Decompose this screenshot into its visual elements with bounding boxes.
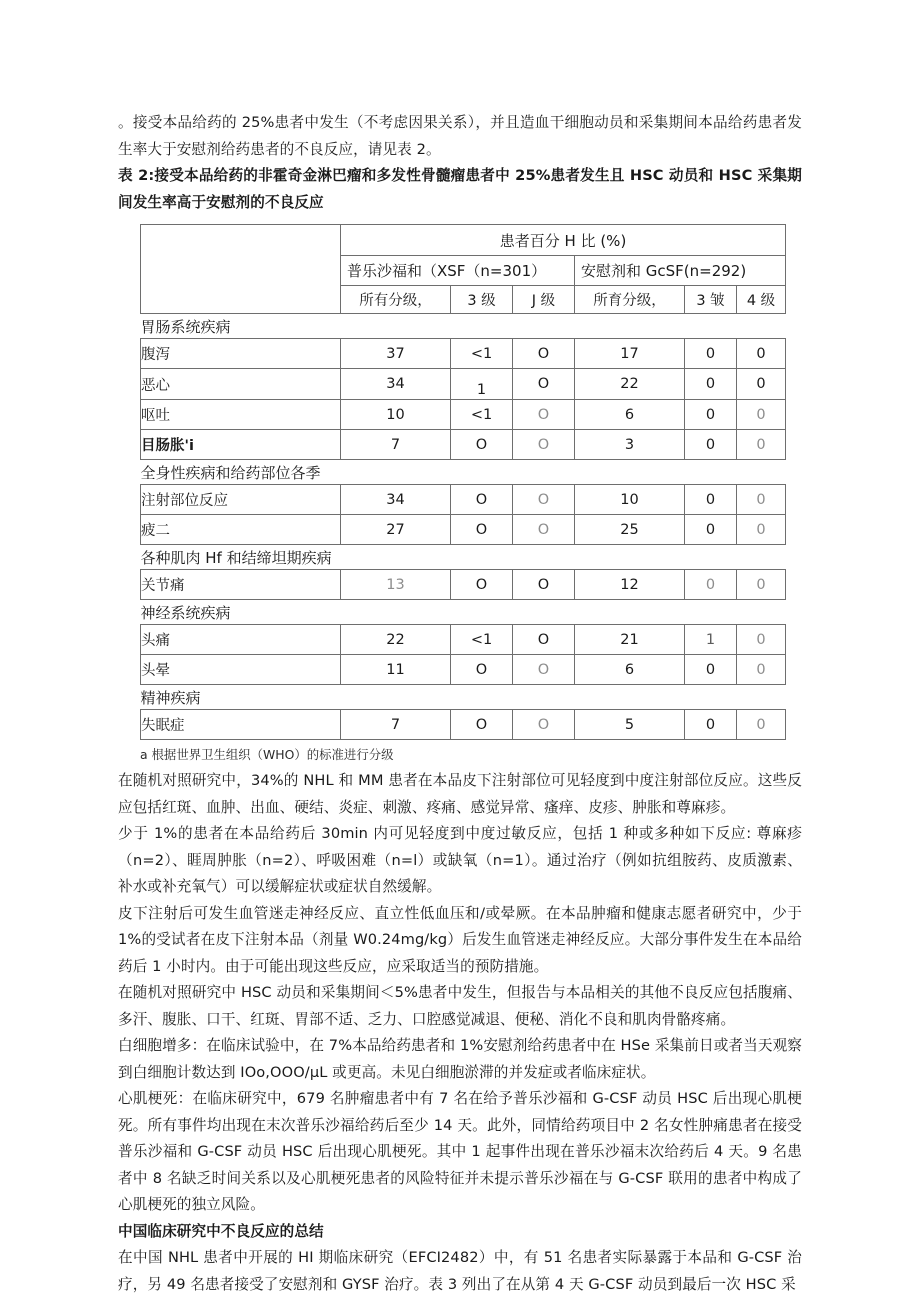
table-category-label: 各种肌肉 Hf 和结缔坦期疾病 xyxy=(140,548,332,567)
table-cell-value: 1 xyxy=(451,369,513,400)
table-cell-value: O xyxy=(513,430,575,460)
table-column-header-3: J 级 xyxy=(513,286,575,314)
table-cell-value: 27 xyxy=(341,515,451,545)
table-cell-value: 0 xyxy=(685,515,737,545)
table-column-header-1: 所有分级， xyxy=(341,286,451,314)
table-group-header-1: 普乐沙福和（XSF（n=301） xyxy=(341,256,575,286)
table-cell-value: 0 xyxy=(737,400,786,430)
table-cell-value: 0 xyxy=(737,710,786,740)
table-cell-value: 0 xyxy=(685,369,737,400)
table-row-term: 注射部位反应 xyxy=(141,485,341,515)
table-cell-value: O xyxy=(451,515,513,545)
table-row xyxy=(141,339,786,369)
table-category-row xyxy=(141,460,786,485)
table-cell-value: O xyxy=(513,625,575,655)
table-cell-value: 10 xyxy=(575,485,685,515)
table-row xyxy=(141,515,786,545)
table-cell-value: 1 xyxy=(685,625,737,655)
table-cell-value: 0 xyxy=(737,515,786,545)
table-corner-blank xyxy=(141,225,341,314)
body-paragraph-p6: 心肌梗死：在临床研究中，679 名肿瘤患者中有 7 名在给予普乐沙福和 G-CSF 动员 HSC 后出现心肌梗死。所有事件均出现在末次普乐沙福给药后至少 14 天。此外，同情给药项目中 2 名女性肿痛患者在接受普乐沙福和 G-CSF 动员 HSC 后出现心肌梗死。其中 1 起事件出现在普乐沙福末次给药后 4 天。9 名患者中 8 名缺乏时间关系以及心肌梗死患者的风险特征并未提示普乐沙福在与 G-CSF 联用的患者中构成了心肌梗死的独立风险。 xyxy=(118,1090,802,1213)
table-footnote: a 根据世界卫生组织（WHO）的标准进行分级 xyxy=(140,747,394,762)
table-cell-value: 0 xyxy=(737,485,786,515)
table-row-term: 失眠症 xyxy=(141,710,341,740)
table-cell-value: 6 xyxy=(575,655,685,685)
table-row-term: 疲二 xyxy=(141,515,341,545)
body-paragraph-p4: 在随机对照研究中 HSC 动员和采集期间＜5%患者中发生，但报告与本品相关的其他不良反应包括腹痛、多汗、腹胀、口干、红斑、胃部不适、乏力、口腔感觉减退、便秘、消化不良和肌肉骨骼疼痛。 xyxy=(118,984,802,1028)
body-paragraph-p8: 在中国 NHL 患者中开展的 HI 期临床研究（EFCI2482）中，有 51 名患者实际暴露于本品和 G-CSF 治疗，另 49 名患者接受了安慰剂和 GYSF 治疗。表 3 列出了在从第 4 天 G-CSF 动员到最后一次 HSC 采 xyxy=(118,1249,802,1293)
table-cell-value: 0 xyxy=(685,339,737,369)
table-header-row-percent xyxy=(141,225,786,256)
table-cell-value: 25 xyxy=(575,515,685,545)
table-cell-value: 0 xyxy=(685,570,737,600)
table-column-header-5: 3 皱 xyxy=(685,286,737,314)
table-cell-value: O xyxy=(513,339,575,369)
table-row-term: 腹泻 xyxy=(141,339,341,369)
table-category-row xyxy=(141,314,786,339)
adverse-reactions-table-wrap xyxy=(140,224,785,740)
table-cell-value: O xyxy=(513,710,575,740)
table-cell-value: <1 xyxy=(451,339,513,369)
body-paragraphs xyxy=(118,768,802,1298)
table-cell-value: <1 xyxy=(451,400,513,430)
table-cell-value: 13 xyxy=(341,570,451,600)
table-cell-value: 0 xyxy=(737,655,786,685)
table-cell-value: 34 xyxy=(341,369,451,400)
table-cell-value: 0 xyxy=(737,430,786,460)
table-column-header-4: 所育分级， xyxy=(575,286,685,314)
table-cell-value: 12 xyxy=(575,570,685,600)
table-cell-value: 22 xyxy=(341,625,451,655)
table-cell-value: 22 xyxy=(575,369,685,400)
table-group-header-2: 安慰剂和 GcSF(n=292) xyxy=(575,256,786,286)
table-cell-value: 0 xyxy=(737,570,786,600)
table-cell-value: 10 xyxy=(341,400,451,430)
table-cell-value: 0 xyxy=(737,625,786,655)
table-header-percent-of-patients: 患者百分 H 比 (%) xyxy=(341,225,786,256)
document-content xyxy=(118,110,802,1298)
intro-paragraph: 。接受本品给药的 25%患者中发生（不考虑因果关系），并且造血干细胞动员和采集期间本品给药患者发生率大于安慰剂给药患者的不良反应，请见表 2。 xyxy=(118,114,802,158)
table-row-term: 目肠胀'i xyxy=(141,430,341,460)
table-row xyxy=(141,625,786,655)
table-cell-value: O xyxy=(513,369,575,400)
body-paragraph-p1: 在随机对照研究中，34%的 NHL 和 MM 患者在本品皮下注射部位可见轻度到中度注射部位反应。这些反应包括红斑、血肿、出血、硬结、炎症、刺激、疼痛、感觉异常、瘙痒、皮疹、肿胀和尊麻疹。 xyxy=(118,772,802,816)
table-category-label: 精神疾病 xyxy=(140,688,201,707)
table-cell-value: O xyxy=(513,570,575,600)
table-category-label: 全身性疾病和给药部位各季 xyxy=(140,463,321,482)
table-category-label: 胃肠系统疾病 xyxy=(140,317,231,336)
table-cell-value: O xyxy=(513,400,575,430)
table-cell-value: 0 xyxy=(737,339,786,369)
table-cell-value: 0 xyxy=(685,485,737,515)
table-row xyxy=(141,369,786,400)
table-cell-value: 37 xyxy=(341,339,451,369)
adverse-reactions-table xyxy=(140,224,786,740)
table-row xyxy=(141,485,786,515)
table-row-term: 呕吐 xyxy=(141,400,341,430)
table-row xyxy=(141,570,786,600)
table-cell-value: 21 xyxy=(575,625,685,655)
table-row xyxy=(141,655,786,685)
table-column-header-6: 4 级 xyxy=(737,286,786,314)
table-row-term: 头晕 xyxy=(141,655,341,685)
table-cell-value: 0 xyxy=(685,400,737,430)
table-row-term: 恶心 xyxy=(141,369,341,400)
table-cell-value: 11 xyxy=(341,655,451,685)
table-cell-value: 7 xyxy=(341,430,451,460)
table-row-term: 头痛 xyxy=(141,625,341,655)
table-category-row xyxy=(141,545,786,570)
table-cell-value: 6 xyxy=(575,400,685,430)
table-row xyxy=(141,400,786,430)
body-paragraph-p2: 少于 1%的患者在本品给药后 30min 内可见轻度到中度过敏反应，包括 1 种或多种如下反应: 尊麻疹（n=2）、睚周肿胀（n=2）、呼吸困难（n=l）或缺氧（n=1）。通过治疗（例如抗组胺药、皮质激素、补水或补充氧气）可以缓解症状或症状自然缓解。 xyxy=(118,825,802,895)
table-cell-value: 34 xyxy=(341,485,451,515)
table-cell-value: <1 xyxy=(451,625,513,655)
body-paragraph-p3: 皮下注射后可发生血管迷走神经反应、直立性低血压和/或晕厥。在本品肿瘤和健康志愿者研究中，少于 1%的受试者在皮下注射本品（剂量 W0.24mg/kg）后发生血管迷走神经反应。大部分事件发生在本品给药后 1 小时内。由于可能出现这些反应，应采取适当的预防措施。 xyxy=(118,904,802,975)
table-cell-value: O xyxy=(451,655,513,685)
body-paragraph-p7: 中国临床研究中不良反应的总结 xyxy=(118,1222,324,1240)
table-row xyxy=(141,430,786,460)
table-cell-value: 17 xyxy=(575,339,685,369)
table-cell-value: 7 xyxy=(341,710,451,740)
table-cell-value: 3 xyxy=(575,430,685,460)
body-paragraph-p5: 白细胞增多：在临床试验中，在 7%本品给药患者和 1%安慰剂给药患者中在 HSe 采集前日或者当天观察到白细胞计数达到 IOo,OOO/μL 或更高。未见白细胞淤滞的并发症或者临床症状。 xyxy=(118,1037,802,1081)
table-column-header-2: 3 级 xyxy=(451,286,513,314)
table-cell-value: O xyxy=(451,710,513,740)
table-cell-value: 0 xyxy=(685,430,737,460)
table-cell-value: O xyxy=(513,655,575,685)
table-category-row xyxy=(141,685,786,710)
table-cell-value: 0 xyxy=(737,369,786,400)
table-caption: 表 2:接受本品给药的非霍奇金淋巴瘤和多发性骨髓瘤患者中 25%患者发生且 HSC 动员和 HSC 采集期间发生率高于安慰剂的不良反应 xyxy=(118,167,802,211)
table-category-row xyxy=(141,600,786,625)
table-category-label: 神经系统疾病 xyxy=(140,603,231,622)
table-cell-value: 5 xyxy=(575,710,685,740)
table-cell-value: O xyxy=(513,515,575,545)
table-row-term: 关节痛 xyxy=(141,570,341,600)
table-cell-value: O xyxy=(451,430,513,460)
table-cell-value: O xyxy=(451,485,513,515)
table-cell-value: O xyxy=(451,570,513,600)
table-row xyxy=(141,710,786,740)
table-cell-value: 0 xyxy=(685,655,737,685)
table-cell-value: O xyxy=(513,485,575,515)
table-cell-value: 0 xyxy=(685,710,737,740)
